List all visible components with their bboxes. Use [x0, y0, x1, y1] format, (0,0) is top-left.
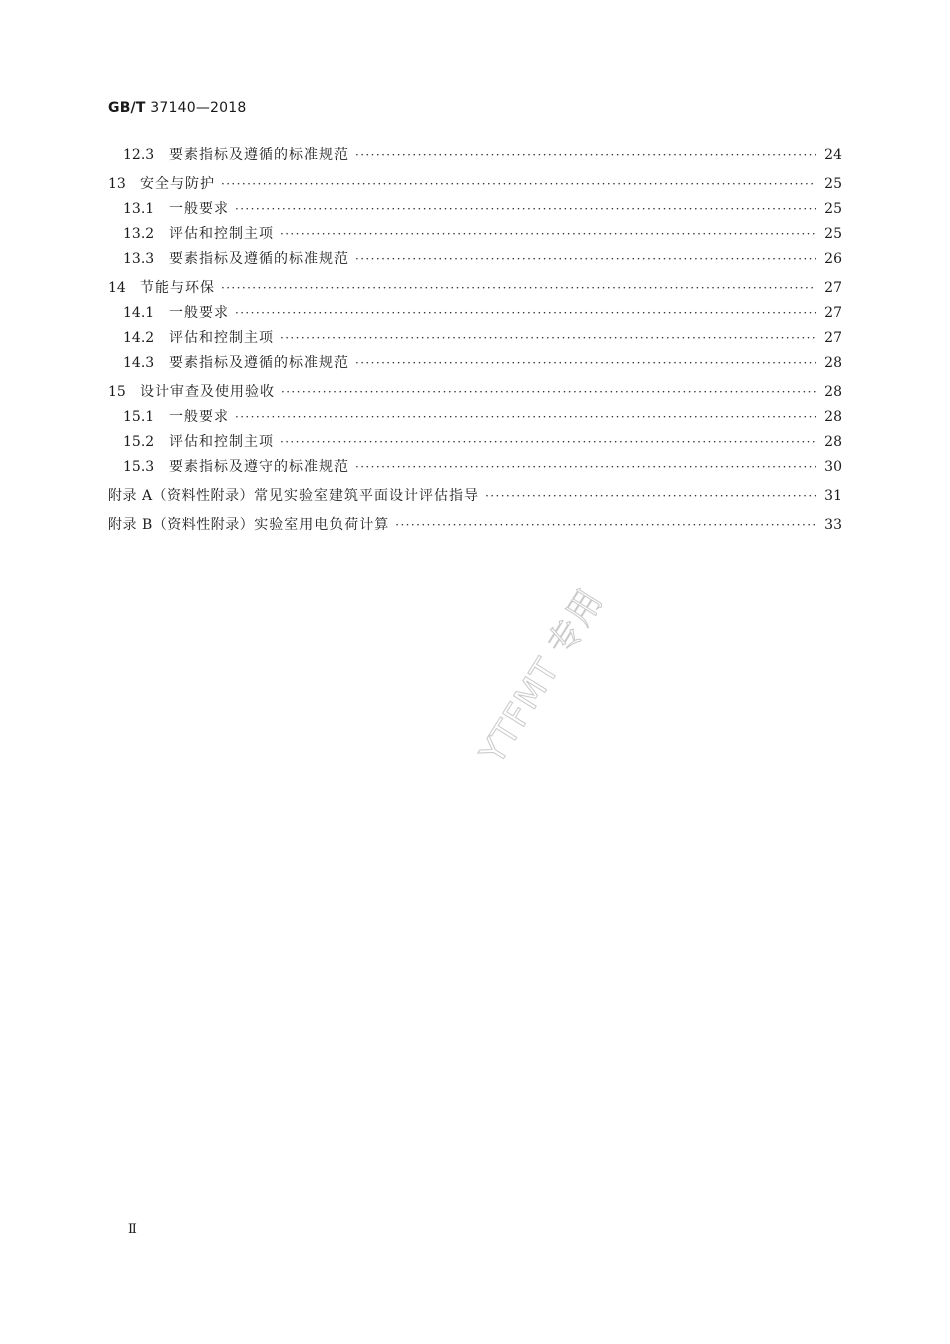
toc-leader-dots	[280, 222, 816, 247]
toc-entry-title: 评估和控制主项	[169, 434, 274, 450]
watermark: YTFMT 专用	[472, 581, 612, 771]
toc-entry-number: 15	[108, 384, 126, 400]
toc-leader-dots	[235, 405, 816, 430]
standard-number: 37140—2018	[150, 100, 247, 116]
toc-entry-page: 26	[824, 251, 842, 267]
toc-leader-dots	[221, 172, 816, 197]
toc-entry-number: 12.3	[123, 147, 155, 163]
toc-entry[interactable]	[108, 143, 842, 168]
toc-leader-dots	[485, 484, 816, 509]
toc-entry-appendix[interactable]	[108, 484, 842, 509]
toc-entry-page: 27	[824, 305, 842, 321]
toc-entry-appendix[interactable]	[108, 513, 842, 538]
toc-entry-number: 14.1	[123, 305, 155, 321]
toc-leader-dots	[235, 197, 816, 222]
toc-entry-page: 28	[824, 384, 842, 400]
toc-entry-title: 要素指标及遵守的标准规范	[169, 459, 349, 475]
toc-entry[interactable]	[108, 351, 842, 376]
toc-entry-number: 13.2	[123, 226, 155, 242]
toc-entry-page: 28	[824, 409, 842, 425]
toc-entry-number: 13.1	[123, 201, 155, 217]
toc-leader-dots	[355, 455, 816, 480]
toc-entry[interactable]	[108, 380, 842, 405]
toc-entry[interactable]	[108, 172, 842, 197]
toc-appendix-label: 附录 B（资料性附录）	[108, 517, 255, 533]
toc-leader-dots	[280, 326, 816, 351]
toc-entry-title: 一般要求	[169, 409, 229, 425]
toc-entry-title: 实验室用电负荷计算	[254, 517, 390, 533]
toc-entry-page: 25	[824, 226, 842, 242]
toc-entry[interactable]	[108, 197, 842, 222]
toc-entry-title: 节能与环保	[140, 280, 215, 296]
toc-entry[interactable]	[108, 247, 842, 272]
toc-entry-number: 15.1	[123, 409, 155, 425]
toc-entry-number: 14.3	[123, 355, 155, 371]
toc-entry[interactable]	[108, 405, 842, 430]
toc-entry[interactable]	[108, 326, 842, 351]
toc-entry-page: 28	[824, 434, 842, 450]
toc-leader-dots	[235, 301, 816, 326]
toc-appendix-label: 附录 A（资料性附录）	[108, 488, 255, 504]
toc-entry-number: 15.2	[123, 434, 155, 450]
toc-entry-title: 评估和控制主项	[169, 226, 274, 242]
table-of-contents	[108, 143, 842, 538]
toc-leader-dots	[355, 247, 816, 272]
toc-leader-dots	[355, 351, 816, 376]
toc-entry-title: 设计审查及使用验收	[140, 384, 275, 400]
toc-entry[interactable]	[108, 276, 842, 301]
toc-entry-title: 评估和控制主项	[169, 330, 274, 346]
toc-entry-page: 27	[824, 280, 842, 296]
document-header	[108, 100, 246, 116]
toc-entry-page: 24	[824, 147, 842, 163]
toc-entry-title: 常见实验室建筑平面设计评估指导	[254, 488, 480, 504]
toc-entry-page: 33	[824, 517, 842, 533]
toc-entry-title: 要素指标及遵循的标准规范	[169, 355, 349, 371]
toc-entry[interactable]	[108, 455, 842, 480]
toc-entry-number: 15.3	[123, 459, 155, 475]
toc-entry[interactable]	[108, 430, 842, 455]
toc-leader-dots	[281, 380, 816, 405]
toc-entry[interactable]	[108, 222, 842, 247]
toc-entry-title: 一般要求	[169, 201, 229, 217]
toc-entry-title: 要素指标及遵循的标准规范	[169, 147, 349, 163]
toc-entry-title: 要素指标及遵循的标准规范	[169, 251, 349, 267]
toc-entry-title: 安全与防护	[140, 176, 215, 192]
toc-entry-page: 30	[824, 459, 842, 475]
toc-entry-page: 25	[824, 201, 842, 217]
toc-leader-dots	[280, 430, 816, 455]
toc-leader-dots	[221, 276, 816, 301]
toc-leader-dots	[395, 513, 816, 538]
toc-entry-title: 一般要求	[169, 305, 229, 321]
toc-entry-number: 13	[108, 176, 126, 192]
toc-entry-number: 14.2	[123, 330, 155, 346]
toc-entry-page: 25	[824, 176, 842, 192]
toc-entry-page: 31	[824, 488, 842, 504]
page-number: Ⅱ	[128, 1222, 137, 1237]
toc-entry[interactable]	[108, 301, 842, 326]
toc-entry-number: 13.3	[123, 251, 155, 267]
toc-leader-dots	[355, 143, 816, 168]
toc-entry-page: 27	[824, 330, 842, 346]
toc-entry-page: 28	[824, 355, 842, 371]
standard-code: GB/T	[108, 100, 146, 116]
toc-entry-number: 14	[108, 280, 126, 296]
